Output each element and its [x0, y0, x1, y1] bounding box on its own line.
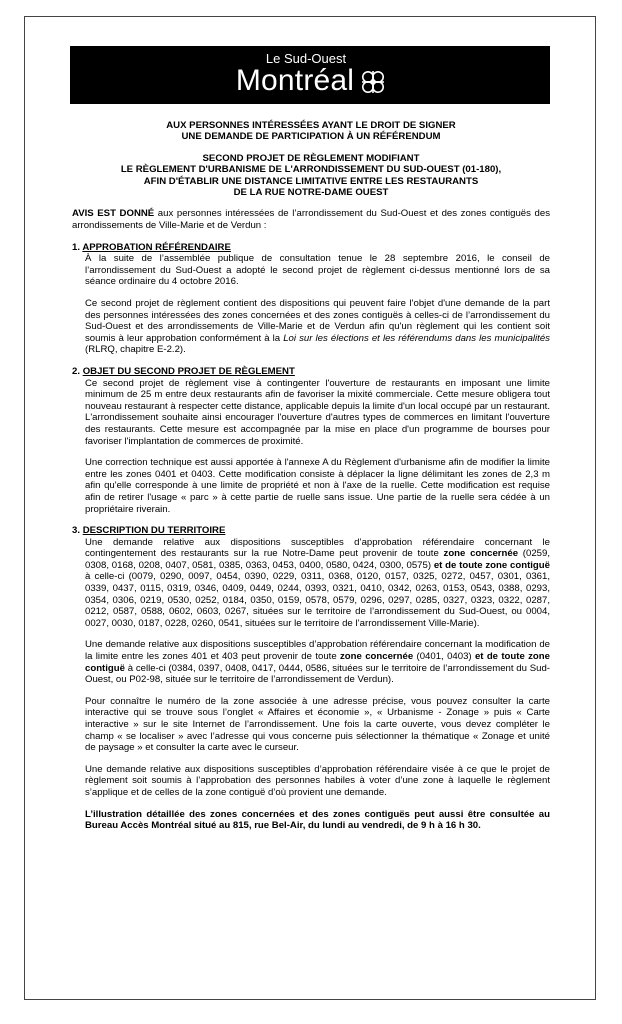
- section-1-title: 1. APPROBATION RÉFÉRENDAIRE: [72, 241, 231, 253]
- rosette-flower-icon: [359, 68, 387, 96]
- section-3-title: 3. DESCRIPTION DU TERRITOIRE: [72, 525, 226, 537]
- header-banner: [70, 46, 550, 104]
- section-2-title: 2. OBJET DU SECOND PROJET DE RÈGLEMENT: [72, 365, 295, 377]
- subject-line-2: LE RÈGLEMENT D'URBANISME DE L'ARRONDISSEMENT DU SUD-OUEST (01-180),: [120, 164, 502, 176]
- section-2-paragraph-2: Une correction technique est aussi apportée à l'annexe A du Règlement d'urbanisme afin de modifier la limite entre les zones 0401 et 0403. Cette modification consiste à déplacer la ligne délimitant les zones de 2,3 m afin qu'elle corresponde à une limite de propriété et non à l'axe de la ruelle. Cette modification est requise afin de retirer l'usage « parc » à cette partie de ruelle sans issue. Une partie de la ruelle sera cédée à un propriétaire riverain.: [85, 457, 550, 515]
- intro-paragraph: AVIS EST DONNÉ aux personnes intéressées de l’arrondissement du Sud-Ouest et des zones contiguës des arrondissements de Ville-Marie et de Verdun :: [72, 208, 550, 232]
- brand-city-name: Montréal: [235, 64, 355, 97]
- notice-body: [72, 120, 550, 832]
- section-3-paragraph-1: Une demande relative aux dispositions susceptibles d’approbation référendaire concernant le contingentement des restaurants sur la rue Notre-Dame peut provenir de toute zone concernée (0259, 0308, 0168, 0208, 0407, 0581, 0385, 0363, 0453, 0400, 0580, 0424, 0300, 0575) et de toute zone contiguë à celle-ci (0079, 0290, 0097, 0454, 0390, 0229, 0311, 0368, 0120, 0157, 0325, 0272, 0457, 0301, 0361, 0339, 0437, 0115, 0319, 0346, 0409, 0449, 0244, 0393, 0321, 0410, 0342, 0263, 0153, 0543, 0388, 0293, 0354, 0306, 0219, 0530, 0252, 0184, 0350, 0159, 0578, 0579, 0296, 0297, 0285, 0327, 0323, 0322, 0287, 0212, 0587, 0588, 0602, 0603, 0267, situées sur le territoire de l’arrondissement du Sud-Ouest, ou 0004, 0027, 0030, 0187, 0228, 0260, 0541, situées sur le territoire de l’arrondissement Ville-Marie).: [85, 536, 550, 629]
- section-3-paragraph-4: Une demande relative aux dispositions susceptibles d’approbation référendaire visée à ce que le projet de règlement soit soumis à l’approbation des personnes habiles à voter d’une zone à laquelle le règlement s’applique et de celles de la zone contiguë d’où provient une demande.: [85, 763, 550, 798]
- subject-line-1: SECOND PROJET DE RÈGLEMENT MODIFIANT: [202, 152, 420, 164]
- subject-line-4: DE LA RUE NOTRE-DAME OUEST: [233, 187, 389, 199]
- section-3-paragraph-5: L’illustration détaillée des zones concernées et des zones contiguës peut aussi être consultée au Bureau Accès Montréal situé au 815, rue Bel-Air, du lundi au vendredi, de 9 h à 16 h 30.: [85, 808, 550, 832]
- section-1-paragraph-2: Ce second projet de règlement contient des dispositions qui peuvent faire l'objet d'une demande de la part des personnes intéressées des zones concernées et des zones contiguës à celles-ci de l’arrondissement du Sud-Ouest et des arrondissements de Ville-Marie et de Verdun afin qu'un règlement qui les contient soit soumis à leur approbation conformément à la Loi sur les élections et les référendums dans les municipalités (RLRQ, chapitre E-2.2).: [85, 298, 550, 356]
- headline-line-2: UNE DEMANDE DE PARTICIPATION À UN RÉFÉRENDUM: [181, 131, 441, 143]
- subject-line-3: AFIN D'ÉTABLIR UNE DISTANCE LIMITATIVE ENTRE LES RESTAURANTS: [143, 175, 479, 187]
- brand-borough-name: Le Sud-Ouest: [265, 51, 347, 66]
- headline-line-1: AUX PERSONNES INTÉRESSÉES AYANT LE DROIT DE SIGNER: [166, 120, 456, 131]
- section-2-paragraph-1: Ce second projet de règlement vise à contingenter l'ouverture de restaurants en imposant une limite minimum de 25 m entre deux restaurants afin de favoriser la mixité commerciale. Cette mesure obligera tout nouveau restaurant à respecter cette distance, applicable depuis la limite d'un local occupé par un restaurant. L'arrondissement souhaite ainsi encourager l'ouverture d'autres types de commerces en limitant l'ouverture des restaurants. Cette mesure est accompagnée par la mise en place d'un programme de bourses pour favoriser l'implantation de commerces de proximité.: [85, 377, 550, 447]
- section-1-paragraph-1: À la suite de l’assemblée publique de consultation tenue le 28 septembre 2016, le conseil de l’arrondissement du Sud-Ouest a adopté le second projet de règlement ci-dessus mentionné lors de sa séance ordinaire du 4 octobre 2016.: [85, 253, 550, 288]
- section-3-paragraph-2: Une demande relative aux dispositions susceptibles d’approbation référendaire concernant la modification de la limite entre les zones 401 et 403 peut provenir de toute zone concernée (0401, 0403) et de toute zone contiguë à celle-ci (0384, 0397, 0408, 0417, 0444, 0586, situées sur le territoire de l’arrondissement du Sud-Ouest, ou P02-98, située sur le territoire de l’arrondissement de Verdun).: [85, 639, 550, 686]
- section-3-paragraph-3: Pour connaître le numéro de la zone associée à une adresse précise, vous pouvez consulter la carte interactive qui se trouve sous l’onglet « Affaires et économie », « Urbanisme - Zonage » puis « Carte interactive » sur le site Internet de l’arrondissement. Une fois la carte ouverte, vous devez compléter le champ « se localiser » avec l’adresse qui vous concerne puis sélectionner la thématique « Zonage et unité de paysage » et consulter la carte avec le curseur.: [85, 695, 550, 754]
